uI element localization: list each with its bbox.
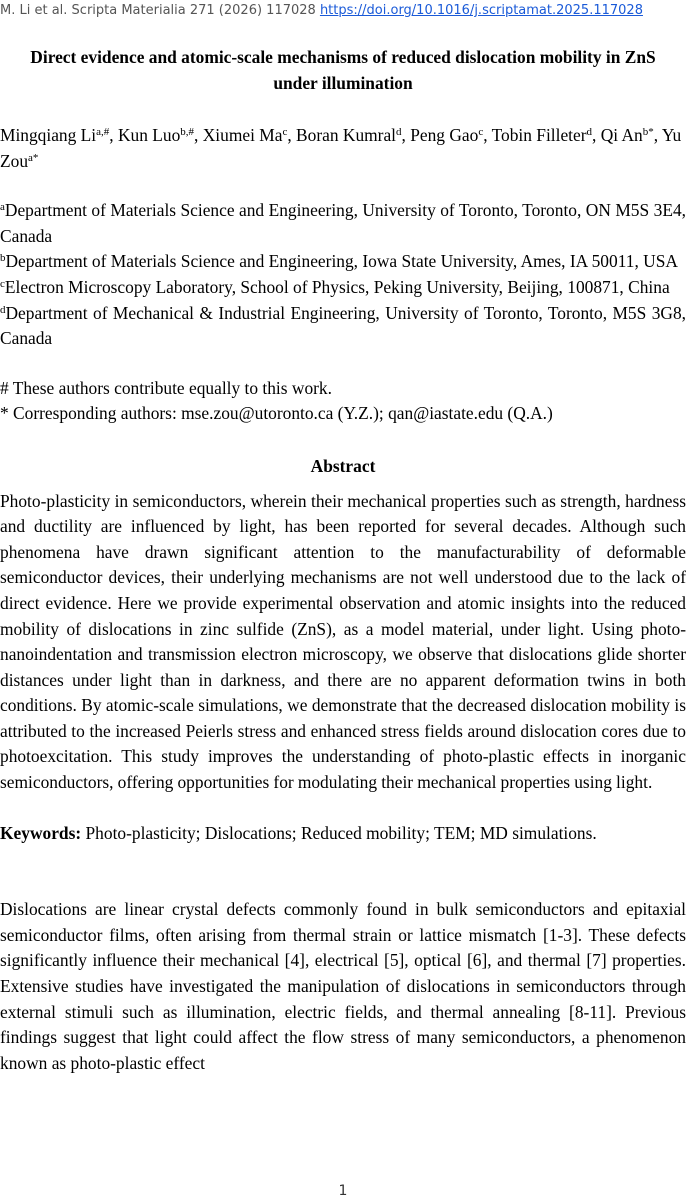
- affiliation-list: [0, 198, 686, 352]
- corresponding-authors-note: * Corresponding authors: mse.zou@utoronto.ca (Y.Z.); qan@iastate.edu (Q.A.): [0, 403, 553, 424]
- author: Peng Gao$^c$: [410, 125, 484, 145]
- abstract-heading: Abstract: [310, 455, 376, 476]
- keywords: [0, 821, 686, 847]
- affiliation: $^a$Department of Materials Science and Engineering, University of Toronto, Toronto, ON M5S 3E4, Canada: [0, 200, 686, 246]
- page-number: 1: [338, 1183, 348, 1199]
- affiliation: $^b$Department of Materials Science and Engineering, Iowa State University, Ames, IA 50011, USA: [0, 251, 678, 272]
- author: Yu Zou$^{a*}$: [0, 125, 682, 171]
- affiliation: $^d$Department of Mechanical & Industrial Engineering, University of Toronto, Toronto, M5S 3G8, Canada: [0, 302, 686, 349]
- intro-paragraph: Dislocations are linear crystal defects commonly found in bulk semiconductors and epitaxial semiconductor films, often arising from thermal strain or lattice mismatch [1-3]. These defects significantly influence their mechanical [4], electrical [5], optical [6], and thermal [7] properties. Extensive studies have investigated the manipulation of dislocations in semiconductors through external stimuli such as illumination, electric fields, and thermal annealing [8-11]. Previous findings suggest that light could affect the flow stress of many semiconductors, a phenomenon known as photo-plastic effect: [0, 899, 686, 1073]
- keywords-label: Keywords:: [0, 822, 82, 843]
- author: Boran Kumral$^d$: [296, 125, 402, 145]
- citation-text: M. Li et al. Scripta Materialia 271 (2026) 117028: [0, 3, 316, 18]
- paper-page: [0, 44, 686, 1076]
- author: Qi $An^{b*}$: [600, 125, 654, 145]
- author-list: Mingqiang $Li^{a,\#}$, Kun Luo$^{b,\#}$, Xiumei Ma$^c$, Boran Kumral$^d$, Peng Gao$^c$, Tobin Filleter$^d$, Qi $An^{b*}$, Yu Zou$^{a*}$: [0, 125, 682, 171]
- author: Tobin Filleter$^d$: [491, 125, 593, 145]
- author: Kun Luo$^{b,\#}$: [117, 125, 195, 145]
- affiliation: $^c$Electron Microscopy Laboratory, School of Physics, Peking University, Beijing, 100871, China: [0, 276, 670, 297]
- doi-link[interactable]: https://doi.org/10.1016/j.scriptamat.2025.117028: [319, 3, 643, 18]
- equal-contribution-note: # These authors contribute equally to this work.: [0, 377, 332, 398]
- running-header: [0, 0, 686, 22]
- author: Mingqiang $Li^{a,\#}$: [0, 125, 110, 145]
- abstract-text: Photo-plasticity in semiconductors, wherein their mechanical properties such as strength, hardness and ductility are influenced by light, has been reported for several decades. Although such phenomena have drawn significant attention to the manufacturability of deformable semiconductor devices, their underlying mechanisms are not well understood due to the lack of direct evidence. Here we provide experimental observation and atomic insights into the reduced mobility of dislocations in zinc sulfide (ZnS), as a model material, under light. Using photo-nanoindentation and transmission electron microscopy, we observe that dislocations glide shorter distances under light than in darkness, and there are no apparent deformation twins in both conditions. By atomic-scale simulations, we demonstrate that the decreased dislocation mobility is attributed to the increased Peierls stress and enhanced stress fields around dislocation cores due to photoexcitation. This study improves the understanding of photo-plastic effects in inorganic semiconductors, offering opportunities for modulating their mechanical properties using light.: [0, 490, 686, 793]
- keywords-text: Photo-plasticity; Dislocations; Reduced mobility; TEM; MD simulations.: [85, 822, 597, 843]
- author: Xiumei Ma$^c$: [202, 125, 288, 145]
- author-notes: [0, 376, 686, 427]
- paper-title: Direct evidence and atomic-scale mechanisms of reduced dislocation mobility in ZnS under illumination: [30, 47, 656, 93]
